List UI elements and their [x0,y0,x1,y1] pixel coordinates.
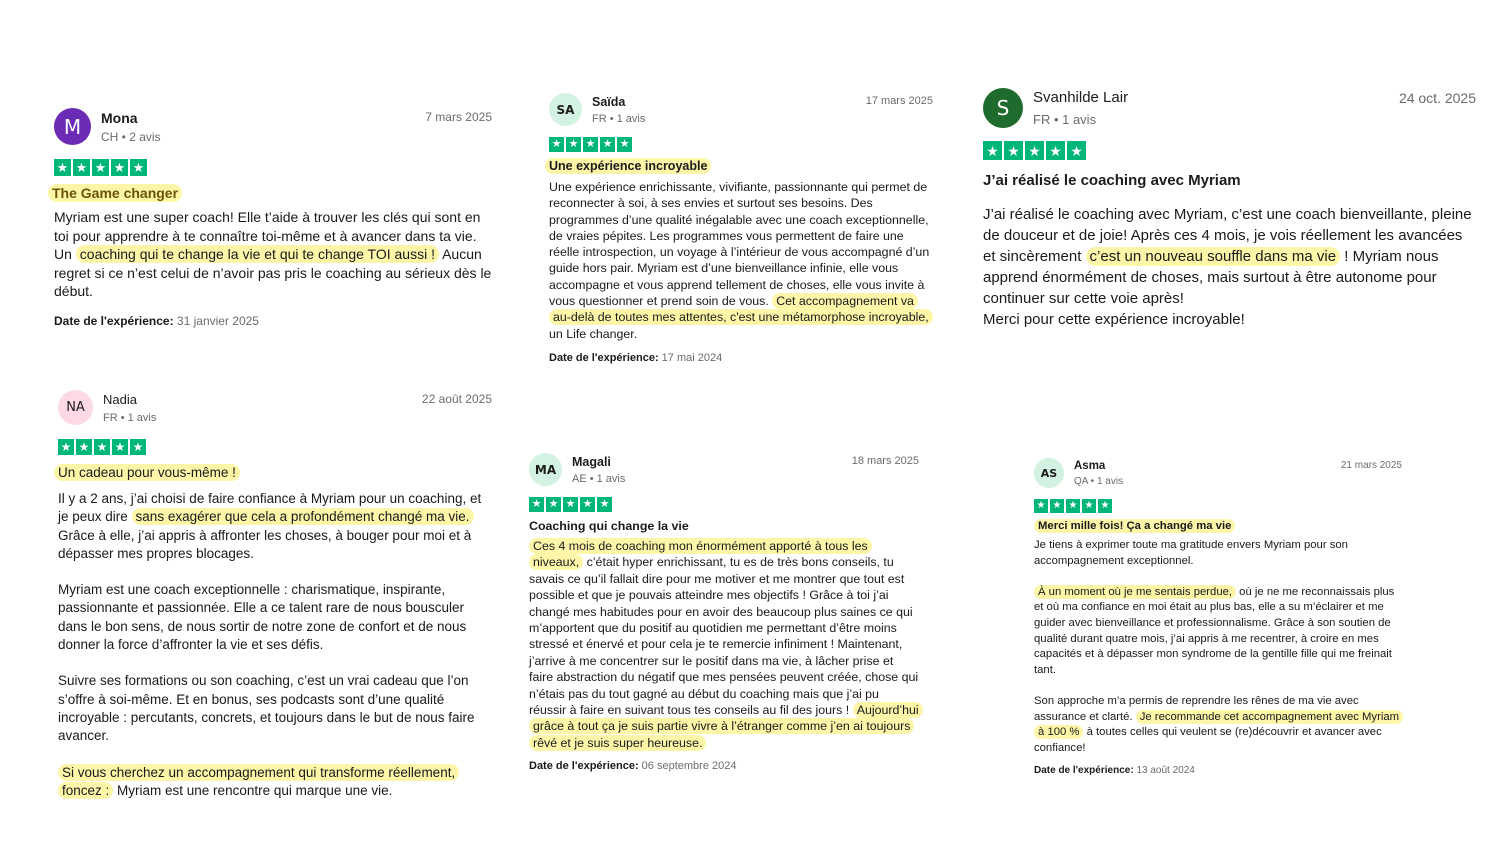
reviewer-meta: QA • 1 avis [1074,475,1124,487]
review-paragraph [983,204,1476,309]
review-text: c’était hyper enrichissant, tu es de très bons conseils, tu savais ce qu’il fallait dire pour me motiver et me montrer que tout est possible et que je pouvais atteindre mes objectifs ! Grâce à toi j’ai changé mes habitudes pour en avoir des beaucoup plus saines ce qui m’apportent que du positif au quotidien me permettant d’être moins stressé et énervé et pour cela je te remercie infiniment ! Maintenant, j’arrive à me concentrer sur le positif dans ma vie, à lâcher prise et faire abstraction du négatif que mes pensées peuvent créée, chose qui n’étais pas du tout gagné au début du coaching mais que j’ai pu réussir à faire en suivant tous tes conseils au fil des jours ! [529,555,919,718]
avatar[interactable]: NA [58,390,93,425]
review-header [1034,458,1402,488]
reviewer-info [1033,89,1128,127]
star-icon: ★ [76,439,92,455]
review-body [549,179,933,342]
review-body [529,538,919,751]
avatar[interactable]: S [983,88,1023,128]
star-icon: ★ [529,497,544,512]
star-icon: ★ [1098,499,1112,513]
star-icon: ★ [112,439,128,455]
review-body [983,204,1476,330]
reviewer-info [572,455,625,485]
reviewer-info [592,95,645,125]
star-icon: ★ [600,137,615,152]
star-rating [1034,499,1402,513]
review-text: Myriam est une super coach! Elle t’aide à trouver les clés qui sont en toi pour apprendre à te connaître toi-même et à avancer dans ta vie. Un [54,209,481,262]
review-header [549,93,933,126]
reviewer-name[interactable]: Svanhilde Lair [1033,89,1129,106]
star-icon: ★ [580,497,595,512]
review-card [983,88,1476,330]
review-card [1034,458,1402,776]
star-rating [58,439,492,455]
highlighted-text: c’est un nouveau souffle dans ma vie [1086,247,1341,266]
review-title[interactable]: Une expérience incroyable [545,158,711,174]
star-icon: ★ [1025,141,1044,160]
review-text: Son approche m’a permis de reprendre les rênes de ma vie avec assurance et clarté. [1034,694,1359,723]
highlighted-text: Je recommande cet accompagnement avec Myriam à 100 % [1034,710,1403,740]
star-icon: ★ [58,439,74,455]
reviewer-name[interactable]: Saïda [592,94,626,109]
review-title[interactable]: J’ai réalisé le coaching avec Myriam [983,172,1241,189]
highlighted-text: Cet accompagnement va au-delà de toutes mes attentes, c'est une métamorphose incroyable, [549,293,933,325]
star-rating [529,497,919,512]
star-rating [549,137,933,152]
review-date: 7 mars 2025 [425,110,492,124]
avatar[interactable]: M [54,108,91,145]
review-text: où je ne me reconnaissais plus et où ma confiance en moi était au plus bas, elle a su m’éclairer et me guider avec bienveillance et professionnalisme. Grâce à son soutien de qualité durant quatre mois, j’ai appris à me recentrer, à croire en mes capacités et à dépasser mon syndrome de la gentille fille qui me freinait tant. [1034,585,1395,676]
star-icon: ★ [130,439,146,455]
reviewer-meta: AE • 1 avis [572,472,626,485]
reviewer-info [103,392,156,424]
review-body [54,208,492,301]
star-icon: ★ [583,137,598,152]
avatar[interactable]: AS [1034,458,1064,488]
star-icon: ★ [549,137,564,152]
review-text: ! Myriam nous apprend énormément de choses, mais surtout à être autonome pour continuer sur cette voie après! [983,248,1439,307]
review-paragraph [529,538,919,751]
experience-date: 17 mai 2024 [661,351,723,364]
review-card [529,453,919,772]
experience-date-line [1034,765,1402,776]
review-paragraph [983,309,1476,330]
star-icon: ★ [983,141,1002,160]
review-paragraph [58,764,492,801]
experience-date-label: Date de l'expérience: [54,313,174,328]
review-date: 17 mars 2025 [865,95,933,107]
highlighted-text: sans exagérer que cela a profondément changé ma vie. [132,508,474,525]
review-body [1034,538,1402,756]
star-icon: ★ [617,137,632,152]
star-icon: ★ [111,159,128,176]
star-icon: ★ [92,159,109,176]
star-icon: ★ [1004,141,1023,160]
review-text: J’ai réalisé le coaching avec Myriam, c’est une coach bienveillante, pleine de douceur et de joie! Après ces 4 mois, je vois réellement les avancées et sincèrement [983,206,1472,265]
experience-date: 31 janvier 2025 [176,313,259,328]
star-rating [54,159,492,176]
highlighted-text: À un moment où je me sentais perdue, [1034,585,1236,599]
review-paragraph [1034,585,1402,679]
review-title[interactable]: The Game changer [48,184,182,202]
experience-date: 13 août 2024 [1136,765,1195,777]
review-body [58,490,492,800]
star-icon: ★ [130,159,147,176]
star-icon: ★ [546,497,561,512]
review-text: Une expérience enrichissante, vivifiante, passionnante qui permet de reconnecter à soi, à ses envies et surtout ses besoins. Des programmes d’une qualité inégalable avec une coach exceptionnelle, de vraies pépites. Les programmes vous permettent de faire une réelle introspection, un voyage à l’intérieur de vous accompagné d’un guide hors pair. Myriam est d’une bienveillance infinie, elle vous accompagne et vous apprend tellement de choses, elle vous invite à vous questionner et prend soin de vous. [549,180,930,309]
star-icon: ★ [597,497,612,512]
avatar[interactable]: MA [529,453,562,486]
review-paragraph [1034,694,1402,756]
highlighted-text: coaching qui te change la vie et qui te change TOI aussi ! [76,245,439,263]
experience-date-label: Date de l'expérience: [1034,765,1134,777]
review-header [58,390,492,425]
highlighted-text: Si vous cherchez un accompagnement qui transforme réellement, foncez : [58,764,459,799]
review-text: un Life changer. [549,326,638,341]
review-date: 18 mars 2025 [851,455,919,467]
review-text: Il y a 2 ans, j’ai choisi de faire confiance à Myriam pour un coaching, et je peux dire [58,491,482,525]
reviewer-name[interactable]: Nadia [103,391,137,407]
star-icon: ★ [566,137,581,152]
highlighted-text: Ces 4 mois de coaching mon énormément apporté à tous les niveaux, [529,538,872,570]
star-icon: ★ [1046,141,1065,160]
reviewer-name[interactable]: Mona [101,109,138,126]
review-card [58,390,492,800]
review-date: 21 mars 2025 [1340,460,1402,471]
review-text: Grâce à elle, j’ai appris à affronter les choses, à bouger pour moi et à dépasser mes propres blocages. [58,527,472,561]
experience-date-line [529,760,919,772]
review-header [529,453,919,486]
star-icon: ★ [1050,499,1064,513]
experience-date-label: Date de l'expérience: [549,351,659,364]
reviewer-info [1074,460,1123,487]
star-icon: ★ [563,497,578,512]
reviewer-meta: CH • 2 avis [101,129,161,144]
review-paragraph [1034,538,1402,569]
review-card [549,93,933,364]
reviewer-name[interactable]: Magali [572,454,611,469]
reviewer-meta: FR • 1 avis [103,411,157,424]
star-icon: ★ [1067,141,1086,160]
reviewer-meta: FR • 1 avis [1033,112,1097,127]
review-text: à toutes celles qui veulent se (re)découvrir et avancer avec confiance! [1034,726,1382,754]
experience-date-label: Date de l'expérience: [529,760,639,773]
reviewer-meta: FR • 1 avis [592,112,646,125]
review-paragraph [54,208,492,301]
review-title[interactable]: Un cadeau pour vous-même ! [54,464,240,481]
review-text: Myriam est une rencontre qui marque une vie. [113,782,393,798]
review-paragraph [58,490,492,563]
star-icon: ★ [1082,499,1096,513]
review-text: Myriam est une coach exceptionnelle : charismatique, inspirante, passionnante et passionnée. Elle a ce talent rare de nous bousculer dans le bon sens, de nous sortir de notre zone de confort et de nous donner la force d’affronter la vie et ses défis. [58,582,467,653]
star-icon: ★ [1034,499,1048,513]
review-header [983,88,1476,128]
review-title[interactable]: Coaching qui change la vie [529,519,689,533]
review-paragraph [549,179,933,342]
review-text: Merci pour cette expérience incroyable! [983,311,1245,328]
star-icon: ★ [94,439,110,455]
highlighted-text: Aujourd’hui grâce à tout ça je suis partie vivre à l’étranger comme j’en ai toujours rêvé et je suis super heureuse. [529,702,923,751]
experience-date: 06 septembre 2024 [641,760,737,773]
avatar[interactable]: SA [549,93,582,126]
review-card [54,108,492,328]
review-text: Je tiens à exprimer toute ma gratitude envers Myriam pour son accompagnement exceptionnel. [1034,539,1348,567]
star-icon: ★ [73,159,90,176]
review-title[interactable]: Merci mille fois! Ça a changé ma vie [1034,519,1235,533]
review-header [54,108,492,145]
review-paragraph [58,672,492,745]
review-date: 24 oct. 2025 [1398,90,1476,106]
star-icon: ★ [1066,499,1080,513]
experience-date-line [549,352,933,364]
reviewer-name[interactable]: Asma [1074,459,1106,472]
star-icon: ★ [54,159,71,176]
review-text: Aucun regret si ce n’est celui de n’avoir pas pris le coaching au sérieux dès le début. [54,246,492,299]
review-date: 22 août 2025 [421,392,492,406]
review-text: Suivre ses formations ou son coaching, c’est un vrai cadeau que l’on s’offre à soi-même. Et en bonus, ses podcasts sont d’une qualité incroyable : percutants, concrets, et toujours dans le but de nous faire avancer. [58,673,475,744]
star-rating [983,141,1476,160]
review-paragraph [58,581,492,654]
reviewer-info [101,110,161,144]
experience-date-line [54,314,492,328]
